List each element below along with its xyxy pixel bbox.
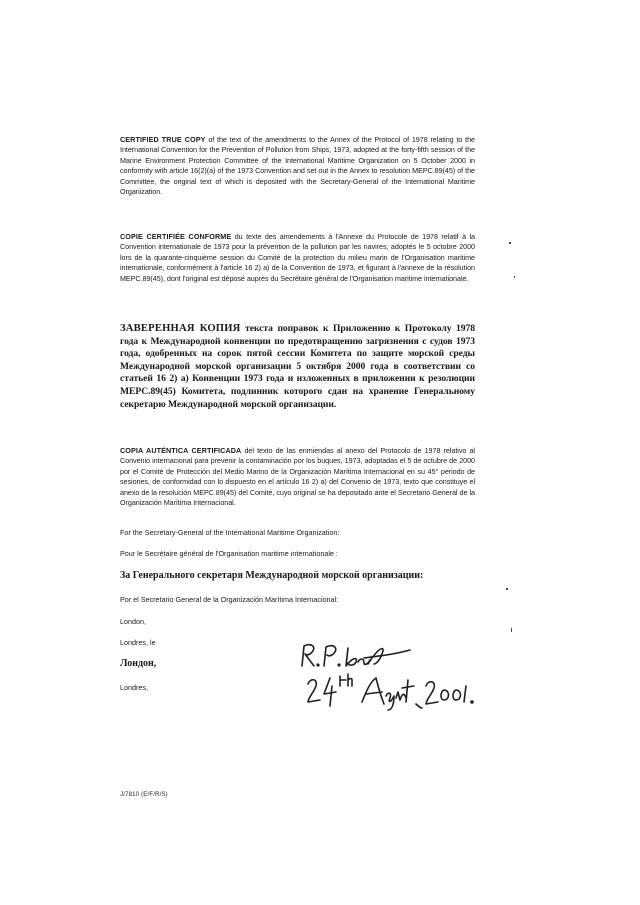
paragraph-french bbox=[120, 232, 475, 284]
place-english: London, bbox=[120, 617, 146, 626]
paragraph-russian bbox=[120, 323, 475, 411]
paragraph-spanish-body: del texto de las enmiendas al anexo del Protocolo de 1978 relativo al Convenio internacional para prevenir la contaminación por los buques, 1973, adoptadas el 5 de octubre de 2000 por el Comité de Protección del Medio Marino de la Organización Marítima Internacional en su 45° periodo de sesiones, de conformidad con lo dispuesto en el artículo 16 2) a) del Convenio de 1973, texto que constituye el anexo de la resolución MEPC.89(45) del Comité, cuyo original se ha depositado ante el Secretario General de la Organización Marítima Internacional. bbox=[120, 446, 475, 508]
paragraph-english bbox=[120, 135, 475, 197]
signatory-line-english: For the Secretary-General of the International Maritime Organization: bbox=[120, 528, 340, 537]
paragraph-spanish bbox=[120, 446, 475, 508]
scan-speck bbox=[509, 242, 511, 244]
paragraph-english-body: of the text of the amendments to the Annex of the Protocol of 1978 relating to the International Convention for the Prevention of Pollution from Ships, 1973, adopted at the forty-fifth session of the Marine Environment Protection Committee of the International Maritime Organization on 5 October 2000 in conformity with article 16(2)(a) of the 1973 Convention and set out in the Annex to resolution MEPC.89(45) of the Committee, the original text of which is deposited with the Secretary-General of the International Maritime Organization. bbox=[120, 135, 475, 197]
signatory-line-russian: За Генерального секретаря Международной морской организации: bbox=[120, 570, 424, 581]
signatory-line-french: Pour le Secrétaire général de l'Organisation maritime internationale : bbox=[120, 549, 338, 558]
scan-speck bbox=[514, 276, 515, 278]
place-spanish: Londres, bbox=[120, 683, 148, 692]
paragraph-french-body: du texte des amendements à l'Annexe du Protocole de 1978 relatif à la Convention internationale de 1973 pour la prévention de la pollution par les navires, adoptés le 5 octobre 2000 lors de la quarante-cinquième session du Comité de la protection du milieu marin de l'Organisation maritime internationale, conformément à l'article 16 2) a) de la Convention de 1973, et figurant à l'annexe de la résolution MEPC.89(45), dont l'original est déposé auprès du Secrétaire général de l'Organisation maritime internationale. bbox=[120, 232, 475, 283]
paragraph-russian-body: текста поправок к Приложению к Протоколу 1978 года к Международной конвенции по предотвращению загрязнения с судов 1973 года, одобренных на сорок пятой сессии Комитета по защите морской среды Международной морской организации 5 октября 2000 года в соответствии со статьей 16 2) а) Конвенции 1973 года и изложенных в приложении к резолюции МЕРС.89(45) Комитета, подлинник которого сдан на хранение Генеральному секретарю Международной морской организации. bbox=[120, 323, 475, 410]
place-russian: Лондон, bbox=[120, 658, 157, 669]
scan-speck bbox=[511, 628, 512, 632]
handwritten-date bbox=[304, 670, 480, 714]
scan-speck bbox=[506, 588, 508, 590]
paragraph-spanish-lead: COPIA AUTÉNTICA CERTIFICADA bbox=[120, 446, 242, 455]
document-code: J/7810 (E/F/R/S) bbox=[120, 792, 168, 798]
paragraph-russian-lead: ЗАВЕРЕННАЯ КОПИЯ bbox=[120, 323, 241, 334]
paragraph-french-lead: COPIE CERTIFIÉE CONFORME bbox=[120, 232, 232, 241]
signatory-line-spanish: Por el Secretario General de la Organización Marítima Internacional: bbox=[120, 595, 339, 604]
paragraph-english-lead: CERTIFIED TRUE COPY bbox=[120, 135, 206, 144]
place-french: Londres, le bbox=[120, 638, 156, 647]
